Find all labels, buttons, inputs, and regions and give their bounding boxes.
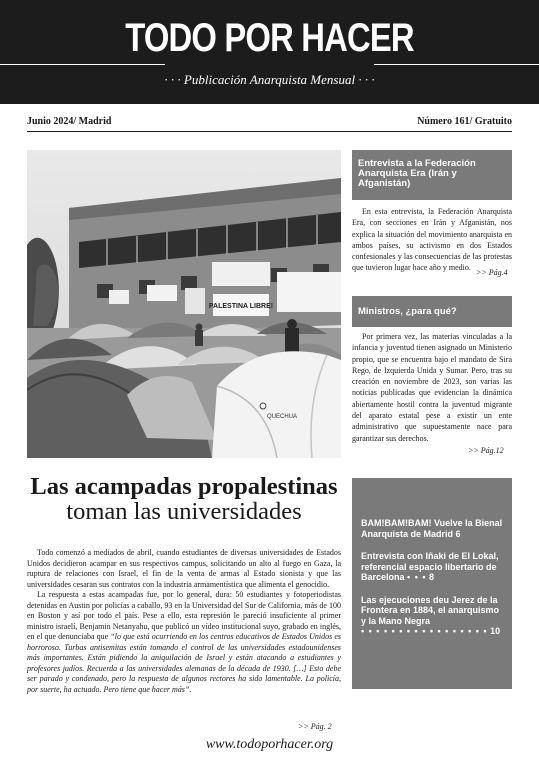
toc-page-number: 8 xyxy=(429,572,435,582)
netanyahu-quote: “lo que está ocurriendo en los centros educativos de Estados Unidos es horroroso. Turbas antisemitas están tomando el control de las universidades estadounidenses más importantes. Están pidiendo la aniquilación de Israel y están atacando a estudiantes y profesores judíos. Recuerda a las universidades alemanas de la década de 1930. […] Esto debe ser parado y condenado, pero la respuesta de algunos rectores ha sido lamentable. La policía, por suerte, ha actuado. Pero tiene que hacer más”. xyxy=(27,632,341,694)
issue-date: Junio 2024/ Madrid xyxy=(27,116,112,127)
main-article-body xyxy=(27,548,341,695)
encampment-illustration xyxy=(27,150,341,458)
newspaper-subtitle: · · · Publicación Anarquista Mensual · · · xyxy=(164,72,375,87)
header-divider xyxy=(27,131,512,132)
masthead-rule-left xyxy=(0,64,165,65)
tent-brand-text: QUECHUA xyxy=(267,414,298,420)
masthead-rule-right xyxy=(374,64,539,65)
toc-leader-dots: • • • xyxy=(407,572,427,582)
banner-text: PALESTINA LIBRE! xyxy=(208,303,274,310)
main-article-ref: >> Pág. 2 xyxy=(298,722,332,731)
toc-page-number: 10 xyxy=(490,626,501,636)
toc-item-lokal-text: Entrevista con Iñaki de El Lokal, referencial espacio libertario de Barcelona xyxy=(361,551,499,582)
main-article-paragraph-2 xyxy=(27,590,341,695)
sidebar-text-ministros-body: Por primera vez, las materias vinculadas a la infancia y juventud tienen asignado un Ministerio propio, que se encuentra bajo el mandato de Sira Rego, de Izquierda Unida y Sumar. Pero, tras su creación en noviembre de 2023, son varias las noticias publicadas que evidencian la dinámica abiertamente hostil contra la juventud migrante del aparato estatal pese a existir un ente administrativo que supuestamente nace para garantizar sus derechos. xyxy=(352,332,512,443)
main-headline-light: toman las universidades xyxy=(66,498,302,525)
main-headline-bold: Las acampadas propalestinas xyxy=(30,473,338,500)
toc-item-jerez[interactable] xyxy=(361,595,506,637)
sidebar-ref-era: >> Pág.4 xyxy=(476,268,508,277)
sidebar-text-era xyxy=(352,206,512,274)
sidebar-text-era-body: En esta entrevista, la Federación Anarquista Era, con secciones en Irán y Afganistán, nos explica la situación del movimiento anarquista en ambos países, su activismo en dos Estados confesionales y las consecuencias de las protestas que tuvieron lugar hace año y medio. xyxy=(352,207,512,273)
sidebar-heading-era: Entrevista a la Federación Anarquista Era (Irán y Afganistán) xyxy=(352,150,512,200)
masthead xyxy=(0,0,539,104)
toc-item-bienal-text: BAM!BAM!BAM! Vuelve la Bienal Anarquista de Madrid 6 xyxy=(361,518,503,539)
newspaper-title: TODO POR HACER xyxy=(125,16,414,60)
toc-leader-dots: • • • • • • • • • • • • • • • • • xyxy=(361,626,488,636)
sidebar-heading-ministros: Ministros, ¿para qué? xyxy=(352,296,512,327)
sidebar-ref-ministros: >> Pág.12 xyxy=(468,446,504,455)
sidebar-text-ministros xyxy=(352,331,512,444)
table-of-contents xyxy=(352,478,512,689)
issue-number: Número 161/ Gratuito xyxy=(417,116,512,127)
toc-item-jerez-text: Las ejecuciones deu Jerez de la Frontera en 1884, el anarquismo y la Mano Negra xyxy=(361,594,500,626)
cover-photo xyxy=(27,150,341,458)
main-article-paragraph-1: Todo comenzó a mediados de abril, cuando estudiantes de diversas universidades de Estados Unidos decidieron acampar en sus respectivos campus, solicitando un alto al fuego en Gaza, la ruptura de relaciones con Israel, el fin de la venta de armas al Estado sionista y que las universidades cesaran sus contratos con la industria armamentística que alimenta el genocidio. xyxy=(27,548,341,589)
toc-item-lokal[interactable] xyxy=(361,551,506,583)
website-url[interactable]: www.todoporhacer.org xyxy=(205,737,334,752)
toc-item-bienal[interactable] xyxy=(361,518,506,539)
main-headline xyxy=(27,475,341,524)
main-article-paragraph-2-text: La respuesta a estas acampadas fue, por lo general, dura: 50 estudiantes y fotoperiodistas detenidas en Austin por policías a caballo, 93 en la Universidad del Sur de California, más de 100 en Boston y así por todo el país. Pese a ello, esta represión le pareció insuficiente al primer ministro israelí, Benjamin Netanyahu, que publicó un vídeo institucional suyo, grabado en inglés, en el que denunciaba que xyxy=(27,590,341,641)
